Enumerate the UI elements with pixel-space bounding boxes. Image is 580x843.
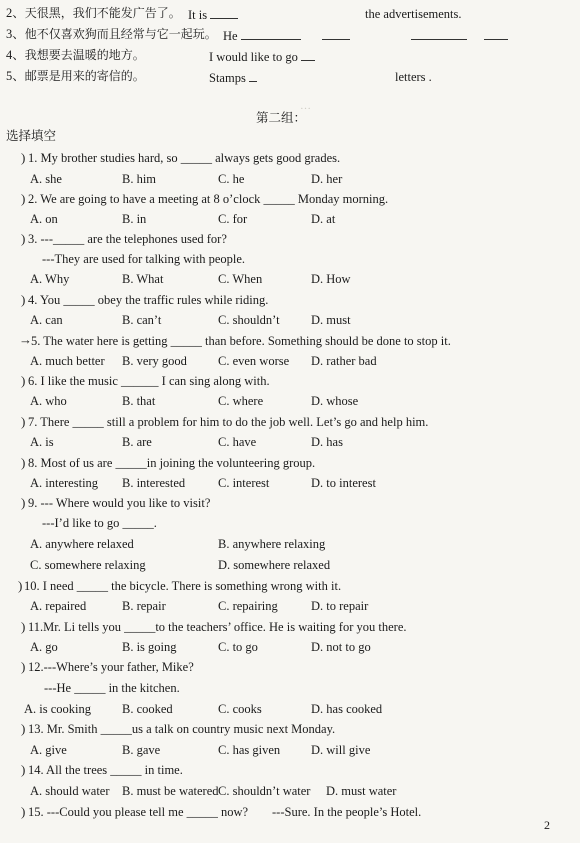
answer-blank[interactable] (322, 28, 350, 40)
english-prompt: Stamps (209, 71, 246, 85)
question-stem: 8. Most of us are _____in joining the volunteering group. (28, 456, 316, 470)
paren-mark: ) (21, 231, 26, 246)
option-d[interactable]: D. How (311, 272, 351, 286)
paren-mark: ) (21, 495, 26, 510)
chinese-sentence: 他不仅喜欢狗而且经常与它一起玩。 (24, 27, 217, 41)
option-a[interactable]: A. on (30, 212, 58, 226)
translation-item (6, 27, 217, 41)
option-a[interactable]: A. should water (30, 784, 110, 798)
answer-blank[interactable] (210, 7, 238, 19)
answer-blank[interactable] (241, 28, 301, 40)
option-b[interactable]: B. in (122, 212, 147, 226)
translation-answer (223, 28, 508, 43)
option-c[interactable]: C. to go (218, 640, 258, 654)
page-number: 2 (544, 818, 550, 832)
option-a[interactable]: A. give (30, 743, 67, 757)
option-b[interactable]: B. interested (122, 476, 186, 490)
option-b[interactable]: B. What (122, 272, 164, 286)
question-stem: 11.Mr. Li tells you _____to the teachers’ office. He is waiting for you there. (28, 620, 407, 634)
translation-item (6, 6, 181, 20)
option-b[interactable]: B. anywhere relaxing (218, 537, 326, 551)
translation-item (6, 69, 145, 83)
option-b[interactable]: B. must be watered (122, 784, 219, 798)
option-c[interactable]: C. where (218, 394, 264, 408)
option-c[interactable]: C. has given (218, 743, 281, 757)
section-title: 选择填空 (6, 128, 57, 143)
option-b[interactable]: B. very good (122, 354, 187, 368)
paren-mark: ) (21, 414, 26, 429)
option-d[interactable]: D. to repair (311, 599, 369, 613)
question-stem: 2. We are going to have a meeting at 8 o’clock _____ Monday morning. (28, 192, 389, 206)
english-prompt-end: letters . (395, 70, 432, 84)
translation-answer (188, 7, 238, 22)
option-c[interactable]: C. he (218, 172, 245, 186)
translation-answer (209, 70, 257, 85)
option-d[interactable]: D. must (311, 313, 351, 327)
option-a[interactable]: A. go (30, 640, 58, 654)
answer-blank[interactable] (411, 28, 467, 40)
question-stem: 12.---Where’s your father, Mike? (28, 660, 194, 674)
option-b[interactable]: B. are (122, 435, 152, 449)
question-stem: 1. My brother studies hard, so _____ always gets good grades. (28, 151, 341, 165)
question-stem: 13. Mr. Smith _____us a talk on country music next Monday. (28, 722, 336, 736)
option-a[interactable]: A. interesting (30, 476, 99, 490)
paren-mark: ) (21, 762, 26, 777)
option-d[interactable]: D. has cooked (311, 702, 383, 716)
option-b[interactable]: B. is going (122, 640, 177, 654)
question-stem: 9. --- Where would you like to visit? (28, 496, 211, 510)
option-a[interactable]: A. anywhere relaxed (30, 537, 134, 551)
option-d[interactable]: D. her (311, 172, 343, 186)
option-c[interactable]: C. When (218, 272, 263, 286)
question-stem: 14. All the trees _____ in time. (28, 763, 183, 777)
option-a[interactable]: A. repaired (30, 599, 87, 613)
option-d[interactable]: D. at (311, 212, 336, 226)
option-d[interactable]: D. has (311, 435, 343, 449)
item-number: 4、 (6, 48, 25, 62)
option-c[interactable]: C. interest (218, 476, 270, 490)
question-stem: 7. There _____ still a problem for him to do the job well. Let’s go and help him. (28, 415, 429, 429)
option-c[interactable]: C. cooks (218, 702, 262, 716)
item-number: 2、 (6, 6, 25, 20)
option-c[interactable]: C. shouldn’t (218, 313, 280, 327)
paren-mark: ) (21, 619, 26, 634)
group-title: 第二组： (256, 110, 307, 125)
question-stem: 4. You _____ obey the traffic rules while riding. (28, 293, 269, 307)
option-d[interactable]: D. must water (326, 784, 397, 798)
option-d[interactable]: D. not to go (311, 640, 371, 654)
paren-mark: ) (21, 455, 26, 470)
question-stem: 5. The water here is getting _____ than before. Something should be done to stop it. (31, 334, 451, 348)
option-c[interactable]: C. repairing (218, 599, 278, 613)
option-c[interactable]: C. for (218, 212, 248, 226)
option-a[interactable]: A. can (30, 313, 63, 327)
option-d[interactable]: D. rather bad (311, 354, 377, 368)
option-c[interactable]: C. somewhere relaxing (30, 558, 146, 572)
question-stem-reply: ---They are used for talking with people. (42, 252, 246, 266)
option-c[interactable]: C. shouldn’t water (218, 784, 311, 798)
option-a[interactable]: A. she (30, 172, 62, 186)
option-a[interactable]: A. Why (30, 272, 70, 286)
paren-mark: ) (21, 721, 26, 736)
option-d[interactable]: D. somewhere relaxed (218, 558, 331, 572)
answer-blank[interactable] (484, 28, 508, 40)
option-c[interactable]: C. have (218, 435, 257, 449)
paren-mark: ) (21, 373, 26, 388)
english-prompt: I would like to go (209, 50, 298, 64)
question-stem: 3. ---_____ are the telephones used for? (28, 232, 227, 246)
option-b[interactable]: B. gave (122, 743, 161, 757)
translation-answer (209, 49, 315, 64)
answer-blank[interactable] (301, 49, 315, 61)
answer-blank[interactable] (249, 70, 257, 82)
option-a[interactable]: A. who (30, 394, 67, 408)
option-d[interactable]: D. to interest (311, 476, 376, 490)
option-c[interactable]: C. even worse (218, 354, 290, 368)
bleed-through-text: … (300, 100, 311, 112)
option-b[interactable]: B. cooked (122, 702, 173, 716)
english-prompt: He (223, 29, 238, 43)
paren-mark: ) (21, 150, 26, 165)
chinese-sentence: 天很黑，我们不能发广告了。 (24, 6, 181, 20)
english-prompt-end: the advertisements. (365, 7, 462, 21)
paren-mark: ) (21, 659, 26, 674)
option-a[interactable]: A. much better (30, 354, 105, 368)
option-d[interactable]: D. will give (311, 743, 371, 757)
paren-mark: ) (21, 191, 26, 206)
option-a[interactable]: A. is (30, 435, 54, 449)
paren-mark: ) (21, 292, 26, 307)
question-stem-reply: ---I’d like to go _____. (42, 516, 157, 530)
paren-mark: ) (21, 804, 26, 819)
option-b[interactable]: B. that (122, 394, 156, 408)
chinese-sentence: 邮票是用来的寄信的。 (24, 69, 145, 83)
option-b[interactable]: B. him (122, 172, 157, 186)
tick-mark: → (19, 332, 32, 347)
question-stem: 15. ---Could you please tell me _____ now? (28, 805, 249, 819)
question-stem: 6. I like the music ______ I can sing along with. (28, 374, 270, 388)
option-a[interactable]: A. is cooking (24, 702, 92, 716)
option-b[interactable]: B. can’t (122, 313, 162, 327)
option-b[interactable]: B. repair (122, 599, 166, 613)
question-stem-reply: ---He _____ in the kitchen. (44, 681, 180, 695)
item-number: 5、 (6, 69, 25, 83)
item-number: 3、 (6, 27, 25, 41)
question-stem: 10. I need _____ the bicycle. There is something wrong with it. (24, 579, 342, 593)
english-prompt: It is (188, 8, 208, 22)
translation-item (6, 48, 145, 62)
option-d[interactable]: D. whose (311, 394, 359, 408)
chinese-sentence: 我想要去温暖的地方。 (24, 48, 145, 62)
paren-mark: ) (18, 578, 23, 593)
question-stem-reply: ---Sure. In the people’s Hotel. (272, 805, 422, 819)
